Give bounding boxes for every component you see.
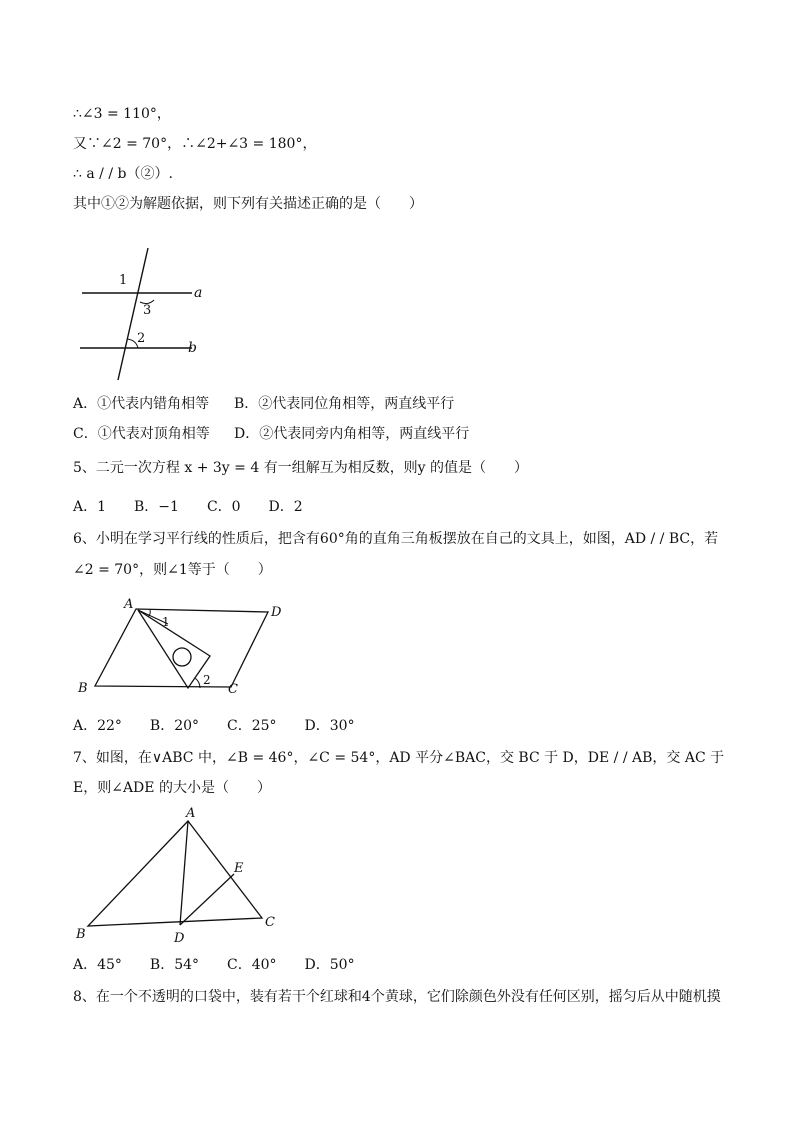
q8-stem: 8、在一个不透明的口袋中，装有若干个红球和4个黄球，它们除颜色外没有任何区别，摇匀后从中随机摸 — [73, 989, 721, 1005]
vertex-a: A — [124, 597, 134, 612]
q4-option-d: D．②代表同旁内角相等，两直线平行 — [234, 426, 470, 442]
q4-option-c: C．①代表对顶角相等 — [73, 426, 210, 442]
line-a-label: a — [194, 285, 203, 301]
q5-options: A．1 B．−1 C．0 D．2 — [73, 499, 303, 515]
segment-de — [180, 874, 234, 925]
q5-stem: 5、二元一次方程 x + 3y = 4 有一组解互为相反数，则y 的值是（ ） — [73, 460, 529, 476]
vertex-b: B — [76, 927, 86, 942]
proof-line-2: 又∵∠2 = 70°，∴∠2+∠3 = 180°， — [73, 136, 317, 152]
q4-question: 其中①②为解题依据，则下列有关描述正确的是（ ） — [73, 196, 423, 212]
angle-label-1: 1 — [162, 615, 170, 629]
q4-option-b: B．②代表同位角相等，两直线平行 — [234, 396, 455, 412]
vertex-d: D — [271, 605, 282, 620]
q7-options: A．45° B．54° C．40° D．50° — [73, 957, 355, 973]
q6-stem-1: 6、小明在学习平行线的性质后，把含有60°角的直角三角板摆放在自己的文具上，如图，AD / / BC，若 — [73, 531, 719, 547]
vertex-c: C — [265, 915, 275, 930]
vertex-e: E — [234, 861, 244, 876]
angle-label-1: 1 — [119, 273, 128, 288]
angle-label-2: 2 — [137, 331, 146, 346]
q7-stem-2: E，则∠ADE 的大小是（ ） — [73, 780, 271, 796]
triangle-ruler — [138, 610, 210, 688]
q4-option-a: A．①代表内错角相等 — [73, 396, 210, 412]
ruler-hole — [173, 648, 191, 666]
q6-figure — [70, 592, 300, 702]
angle-label-2: 2 — [203, 673, 211, 687]
line-b-label: b — [188, 340, 197, 356]
q6-options: A．22° B．20° C．25° D．30° — [73, 718, 355, 734]
proof-line-3: ∴ a / / b（②）. — [73, 166, 173, 182]
proof-line-1: ∴∠3 = 110°， — [73, 106, 171, 122]
q7-figure — [72, 806, 292, 946]
vertex-b: B — [78, 681, 88, 696]
vertex-c: C — [228, 682, 238, 697]
q7-stem-1: 7、如图，在∨ABC 中，∠B = 46°，∠C = 54°，AD 平分∠BAC，交 BC 于 D，DE / / AB，交 AC 于 — [73, 750, 725, 766]
bisector-ad — [180, 821, 188, 925]
vertex-a: A — [186, 806, 196, 821]
q4-figure — [70, 240, 220, 390]
angle-label-3: 3 — [143, 303, 152, 318]
q6-stem-2: ∠2 = 70°，则∠1等于（ ） — [73, 562, 272, 578]
vertex-d: D — [174, 931, 185, 946]
